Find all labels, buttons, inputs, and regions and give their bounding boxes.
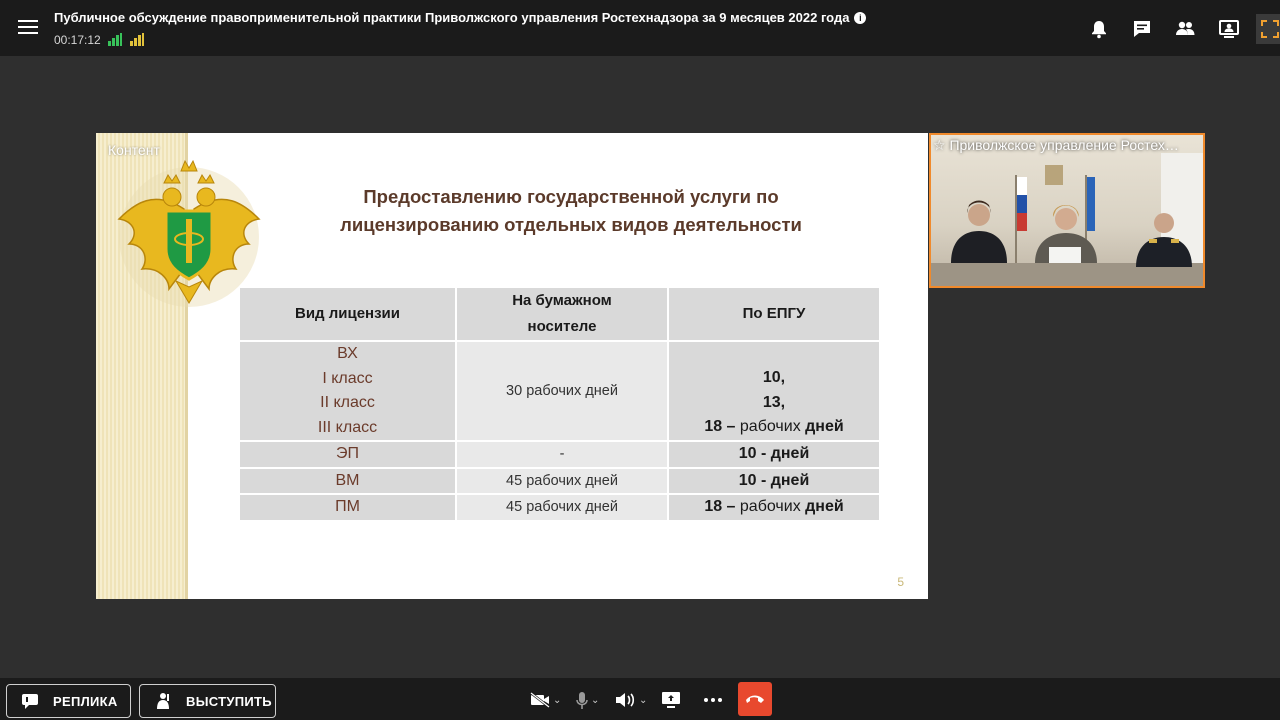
raise-hand-icon <box>154 692 172 710</box>
menu-icon[interactable] <box>18 20 38 36</box>
meeting-title-text: Публичное обсуждение правоприменительной практики Приволжского управления Ростехнадзора за 9 месяцев 2022 года <box>54 10 850 25</box>
screen-share-button[interactable] <box>661 688 681 712</box>
license-type-cell: ВМ <box>240 468 456 495</box>
microphone-icon <box>576 691 588 709</box>
rostechnadzor-emblem-icon <box>114 149 264 309</box>
screen-share-icon <box>661 691 681 709</box>
paper-term-cell: 30 рабочих дней <box>456 341 668 441</box>
chevron-down-icon[interactable]: ⌄ <box>639 694 648 706</box>
camera-toggle[interactable] <box>530 688 561 712</box>
reply-button[interactable] <box>6 684 131 718</box>
speaker-name: Приволжское управление Ростех… <box>949 137 1179 153</box>
slide-title <box>296 183 846 239</box>
more-dots-icon <box>703 697 723 703</box>
license-type-cell: ПМ <box>240 494 456 521</box>
network-signal-icon <box>108 33 122 46</box>
epgu-term-line: 13, <box>762 393 786 411</box>
paper-term-cell: 45 рабочих дней <box>456 494 668 521</box>
epgu-term-cell: 10 - дней <box>668 468 880 495</box>
meeting-title <box>54 10 866 25</box>
epgu-term-line: 10, <box>762 369 786 387</box>
license-type-cell <box>240 341 456 441</box>
chat-icon[interactable] <box>1131 18 1153 40</box>
license-type-cell: ЭП <box>240 441 456 468</box>
table-header-row <box>240 288 880 341</box>
screen-share-icon[interactable] <box>1218 18 1240 40</box>
paper-term-cell: - <box>456 441 668 468</box>
hangup-button[interactable] <box>738 682 772 716</box>
column-header: По ЕПГУ <box>668 288 880 341</box>
speaker-video-frame <box>931 135 1205 288</box>
chevron-down-icon[interactable]: ⌄ <box>553 694 562 706</box>
column-header: Вид лицензии <box>240 288 456 341</box>
license-type-line: ВХ <box>337 345 358 362</box>
license-table <box>240 288 881 522</box>
reply-icon <box>21 693 39 709</box>
speaker-name-label <box>933 137 1179 154</box>
table-row <box>240 468 880 495</box>
chevron-down-icon[interactable]: ⌄ <box>591 694 600 706</box>
elapsed-time: 00:17:12 <box>54 33 101 47</box>
microphone-toggle[interactable] <box>576 688 599 712</box>
column-header: На бумажном носителе <box>456 288 668 341</box>
camera-off-icon <box>530 692 550 708</box>
slide-title-line: лицензированию отдельных видов деятельности <box>340 214 802 235</box>
license-type-line: II класс <box>320 394 375 411</box>
reply-label: РЕПЛИКА <box>53 693 118 709</box>
fullscreen-button[interactable] <box>1256 14 1280 44</box>
phone-hangup-icon <box>744 693 766 705</box>
audio-signal-icon <box>130 33 144 46</box>
presentation-slide <box>96 133 928 599</box>
speaker-video-tile[interactable] <box>929 133 1205 288</box>
epgu-term-cell: 18 – рабочих дней <box>668 494 880 521</box>
bell-icon[interactable] <box>1088 18 1110 40</box>
content-label: Контент <box>108 142 160 158</box>
paper-term-cell: 45 рабочих дней <box>456 468 668 495</box>
table-row <box>240 494 880 521</box>
license-type-line: I класс <box>322 369 373 387</box>
bottom-bar <box>0 678 1280 720</box>
speaker-volume-toggle[interactable] <box>614 688 647 712</box>
table-row <box>240 441 880 468</box>
top-bar <box>0 0 1280 56</box>
speaker-volume-icon <box>614 691 636 709</box>
epgu-term-cell <box>668 341 880 441</box>
license-type-line: III класс <box>317 418 378 436</box>
slide-title-line: Предоставлению государственной услуги по <box>363 186 779 207</box>
speak-button[interactable] <box>139 684 276 718</box>
more-options-button[interactable] <box>703 688 723 712</box>
fullscreen-icon <box>1261 20 1279 38</box>
epgu-term-cell: 10 - дней <box>668 441 880 468</box>
table-row <box>240 341 880 441</box>
info-icon[interactable]: i <box>854 12 866 24</box>
speak-label: ВЫСТУПИТЬ <box>186 693 272 709</box>
star-icon[interactable]: ☆ <box>933 137 946 153</box>
participants-icon[interactable] <box>1174 18 1196 40</box>
epgu-term-line: 18 – рабочих дней <box>704 418 844 436</box>
slide-page-number: 5 <box>897 575 904 589</box>
